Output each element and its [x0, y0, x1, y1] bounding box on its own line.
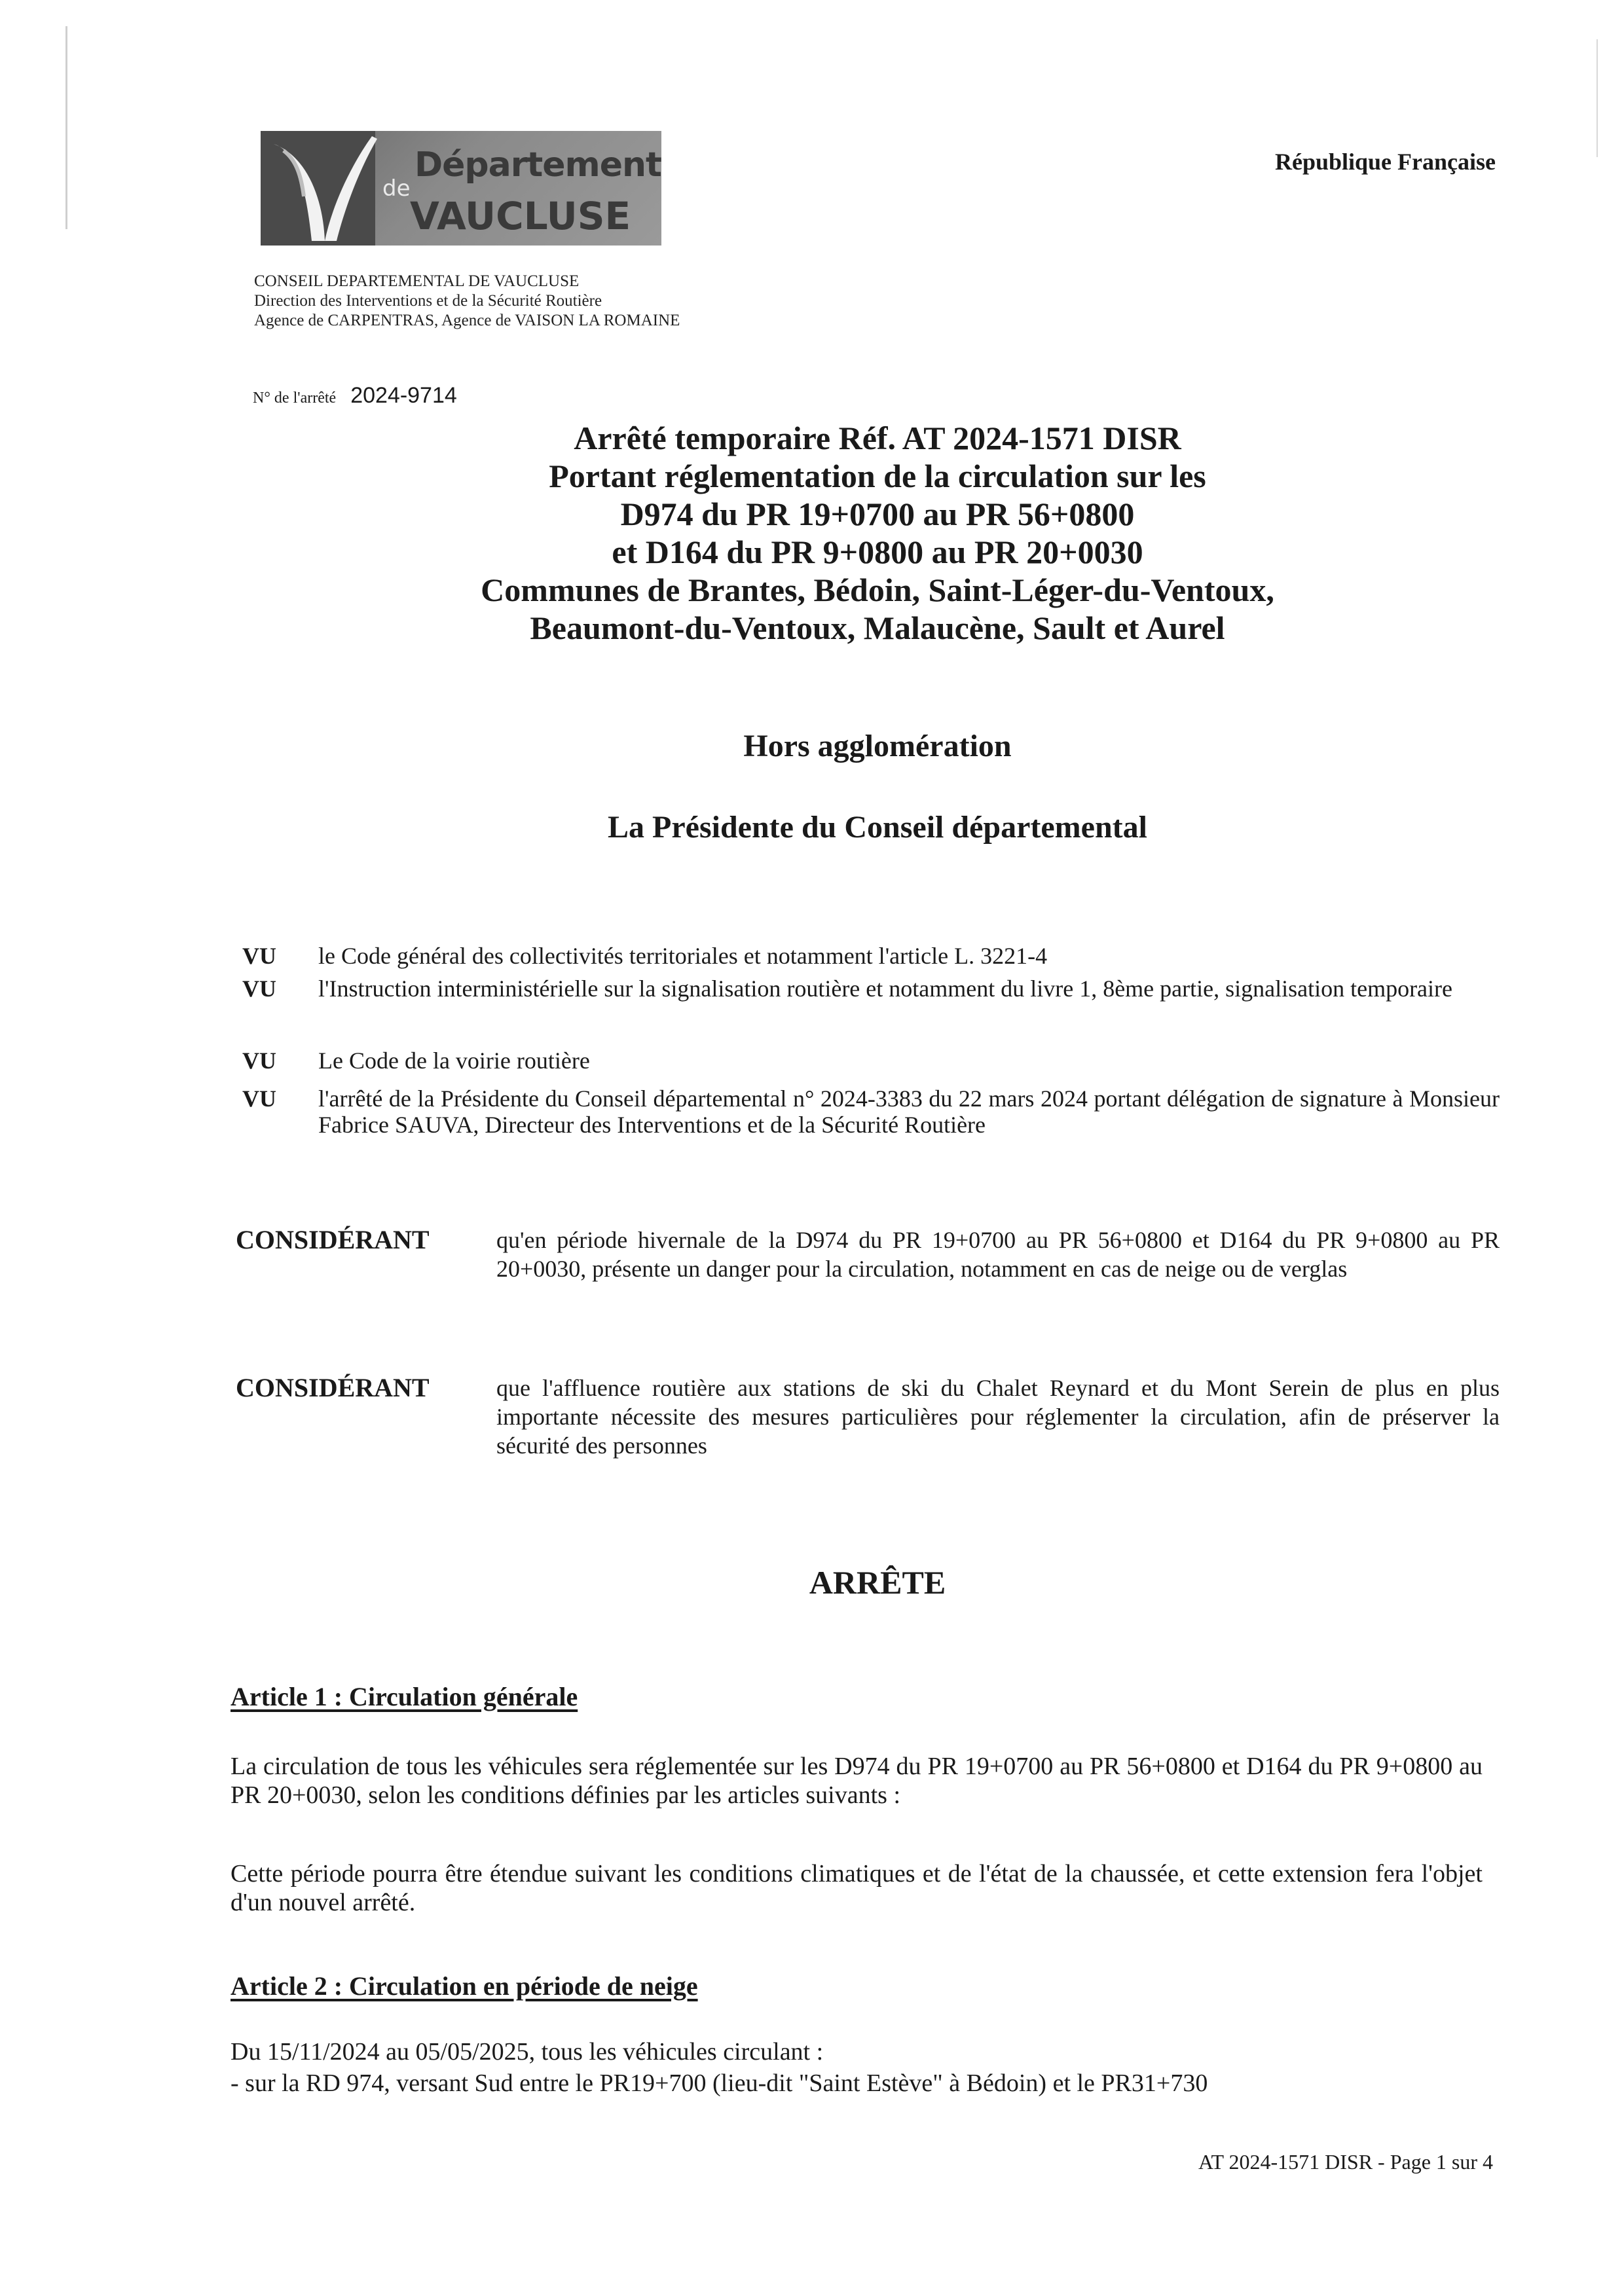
republique-francaise: République Française: [1274, 149, 1496, 175]
article-2-line: - sur la RD 974, versant Sud entre le PR19+700 (lieu-dit "Saint Estève" à Bédoin) et le PR31+730: [231, 2069, 1208, 2097]
arrete-number: [253, 383, 457, 409]
title-line: Communes de Brantes, Bédoin, Saint-Léger-du-Ventoux,: [481, 572, 1274, 608]
title-line: D974 du PR 19+0700 au PR 56+0800: [620, 496, 1135, 532]
vu-clause: [242, 975, 1500, 1030]
considerant-label: CONSIDÉRANT: [236, 1373, 430, 1402]
issuing-organization: [254, 272, 680, 331]
vu-text: l'Instruction interministérielle sur la signalisation routière et notamment du livre 1, 8ème partie, signalisation temporaire: [318, 975, 1453, 1002]
title-line: Beaumont-du-Ventoux, Malaucène, Sault et Aurel: [530, 610, 1225, 646]
logo-vaucluse-text: VAUCLUSE: [410, 194, 631, 238]
vu-clause: [242, 1085, 1500, 1167]
org-line: Agence de CARPENTRAS, Agence de VAISON LA ROMAINE: [254, 312, 680, 329]
article-2-heading: Article 2 : Circulation en période de neige: [231, 1971, 698, 2001]
vu-label: VU: [242, 1085, 276, 1112]
arrete-heading: ARRÊTE: [809, 1564, 946, 1601]
page-footer: AT 2024-1571 DISR - Page 1 sur 4: [1198, 2150, 1493, 2174]
scan-artifact-line: [1596, 39, 1598, 157]
vu-clause: [242, 1048, 1500, 1076]
article-2-line: Du 15/11/2024 au 05/05/2025, tous les véhicules circulant :: [231, 2038, 824, 2066]
considerant-label: CONSIDÉRANT: [236, 1225, 430, 1254]
title-line: Arrêté temporaire Réf. AT 2024-1571 DISR: [574, 420, 1181, 456]
scan-artifact-line: [65, 26, 67, 229]
title-line: Portant réglementation de la circulation sur les: [549, 458, 1206, 494]
article-1-paragraph: Cette période pourra être étendue suivant les conditions climatiques et de l'état de la chaussée, et cette extension fera l'objet d'un nouvel arrêté.: [231, 1860, 1483, 1916]
vu-clause: [242, 943, 1500, 972]
vu-label: VU: [242, 943, 276, 969]
article-1-heading: Article 1 : Circulation générale: [231, 1682, 578, 1711]
arrete-number-value: 2024-9714: [350, 383, 457, 408]
presidente-heading: La Présidente du Conseil départemental: [608, 810, 1147, 845]
org-line: Direction des Interventions et de la Sécurité Routière: [254, 292, 602, 310]
vu-text: l'arrêté de la Présidente du Conseil départemental n° 2024-3383 du 22 mars 2024 portant délégation de signature à Monsieur Fabrice SAUVA, Directeur des Interventions et de la Sécurité Routière: [318, 1085, 1500, 1138]
logo-de-text: de: [382, 175, 411, 202]
vu-label: VU: [242, 1048, 276, 1074]
logo-departement-text: Département: [415, 145, 661, 185]
considerant-text: que l'affluence routière aux stations de ski du Chalet Reynard et du Mont Serein de plus en plus importante nécessite des mesures particulières pour réglementer la circulation, afin de préserver la sécurité des personnes: [496, 1375, 1500, 1459]
article-1-paragraph: La circulation de tous les véhicules sera réglementée sur les D974 du PR 19+0700 au PR 56+0800 et D164 du PR 9+0800 au PR 20+0030, selon les conditions définies par les articles suivants :: [231, 1753, 1483, 1809]
considerant-clause: [236, 1226, 1500, 1317]
org-line: CONSEIL DEPARTEMENTAL DE VAUCLUSE: [254, 272, 580, 290]
vaucluse-logo: [261, 131, 661, 246]
title-line: et D164 du PR 9+0800 au PR 20+0030: [612, 534, 1143, 570]
considerant-clause: [236, 1374, 1500, 1465]
hors-agglomeration-heading: Hors agglomération: [743, 729, 1012, 763]
vu-label: VU: [242, 975, 276, 1002]
vu-text: le Code général des collectivités territoriales et notamment l'article L. 3221-4: [318, 943, 1048, 969]
document-title: [367, 419, 1388, 647]
arrete-number-label: N° de l'arrêté: [253, 390, 337, 407]
vu-text: Le Code de la voirie routière: [318, 1048, 590, 1074]
considerant-text: qu'en période hivernale de la D974 du PR 19+0700 au PR 56+0800 et D164 du PR 9+0800 au PR 20+0030, présente un danger pour la circulation, notamment en cas de neige ou de verglas: [496, 1227, 1500, 1282]
